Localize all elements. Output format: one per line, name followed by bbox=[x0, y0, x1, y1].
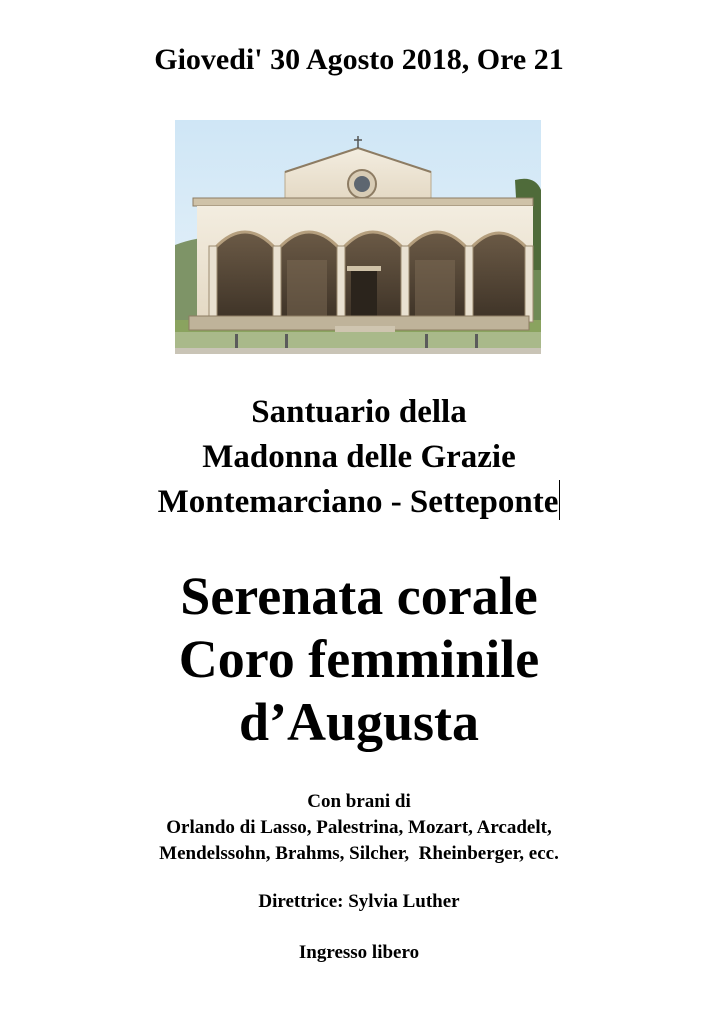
venue-line-1: Santuario della bbox=[251, 394, 467, 430]
program-block bbox=[0, 789, 718, 867]
venue-line-3-text: Montemarciano - Setteponte bbox=[157, 484, 559, 520]
composers-line-2: Mendelssohn, Brahms, Silcher, Rheinberger, ecc. bbox=[159, 843, 559, 864]
venue-line-2: Madonna delle Grazie bbox=[202, 439, 516, 475]
venue-block bbox=[0, 390, 718, 525]
title-line-3: d’Augusta bbox=[238, 692, 480, 752]
text-cursor bbox=[559, 480, 560, 520]
title-line-1: Serenata corale bbox=[180, 566, 538, 626]
title-line-2: Coro femminile bbox=[178, 629, 540, 689]
program-intro: Con brani di bbox=[307, 791, 411, 812]
composers-line-1: Orlando di Lasso, Palestrina, Mozart, Arcadelt, bbox=[166, 817, 552, 838]
admission-line: Ingresso libero bbox=[298, 942, 420, 963]
event-date-time: Giovedi' 30 Agosto 2018, Ore 21 bbox=[154, 43, 564, 76]
church-photo bbox=[175, 120, 541, 354]
venue-line-3 bbox=[0, 480, 718, 525]
concert-title bbox=[0, 565, 718, 754]
director-line: Direttrice: Sylvia Luther bbox=[258, 891, 460, 912]
